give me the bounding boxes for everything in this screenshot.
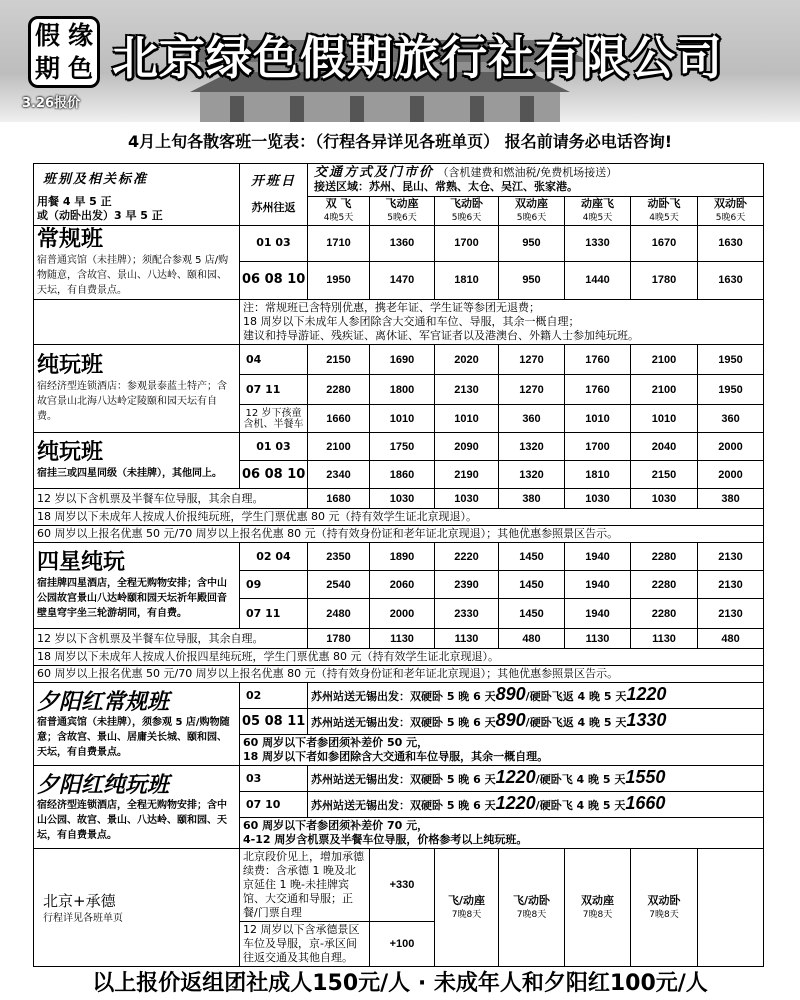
price-cell: 1890 [370,543,435,571]
train-offer: 苏州站送无锡出发：双硬卧 5 晚 6 天890/硬卧飞返 4 晚 5 天1220 [308,683,764,709]
child-note: 12 岁以下含机票及半餐车位导服，其余自理。 [34,489,308,509]
price-cell: 380 [698,489,764,509]
departure-dates: 07 11 [240,375,308,405]
mode-cell: 飞动卧 5晚6天 [435,197,499,226]
price-cell: 1680 [308,489,370,509]
price-cell: 2090 [435,433,499,461]
notes-row [34,649,764,666]
price-cell: 1780 [631,261,698,299]
price-cell: 1630 [698,226,764,262]
price-cell: 2040 [631,433,698,461]
price-cell: 2150 [631,461,698,489]
origin-label: 苏州往返 [251,200,296,214]
pickup-area: 接送区域：苏州、昆山、常熟、太仓、吴江、张家港。 [314,180,578,193]
price-cell: 1320 [499,461,565,489]
price-cell: 1660 [308,405,370,433]
price-cell: 1010 [565,405,631,433]
class-cell [34,849,240,967]
class-title: 纯玩班 [37,353,104,378]
class-cell [34,766,240,849]
class-desc: 宿挂三或四星同级（未挂牌），其他同上。 [37,468,222,479]
class-header-cell [34,164,240,226]
price-cell: 2280 [631,599,698,629]
price-cell: 1670 [631,226,698,262]
departure-dates: 01 03 [240,226,308,262]
price-cell: 1800 [370,375,435,405]
price-cell: 1270 [499,375,565,405]
class-desc: 宿挂牌四星酒店，全程无购物安排；含中山公园故宫景山八达岭颐和园天坛祈年殿回音壁皇穹宇坐三轮游胡同，有自费。 [37,578,227,619]
price-cell: 1700 [565,433,631,461]
price-cell: 1450 [499,599,565,629]
note-line: 建议和持导游证、残疾证、离休证、军官证者以及港澳台、外籍人士参加纯玩班。 [243,329,639,342]
notes-cell: 60 周岁以下者参团须补差价 70 元， 4-12 周岁含机票及半餐车位导服，价格参考以上纯玩班。 [240,818,764,849]
mode-cell: 双动卧 7晚8天 [631,849,698,967]
child-extension-note: 12 周岁以下含承德景区车位及导服，京-承区间往返交通及其他自理。 [240,922,370,967]
child-extension-price: +100 [370,922,435,967]
departure-dates: 05 08 11 [240,709,308,735]
price-cell: 1750 [370,433,435,461]
departure-dates: 03 [240,766,308,792]
price-cell: 950 [499,261,565,299]
price-cell: 2330 [435,599,499,629]
table-row [34,433,764,461]
price-date: 3.26报价 [22,96,81,111]
header-row [34,164,764,197]
class-cell [34,543,240,629]
note-line: 18 周岁以下未成年人按成人价报纯玩班，学生门票优惠 80 元（持有效学生证北京现退）。 [34,509,764,526]
mode-cell: 双动座 5晚6天 [499,197,565,226]
price-cell: 360 [499,405,565,433]
price-table [33,163,764,967]
price-cell: 1030 [370,489,435,509]
price-cell: 2000 [698,433,764,461]
price-cell: 1940 [565,543,631,571]
class-title: 夕阳红纯玩班 [37,771,170,798]
child-row [34,489,764,509]
notes-row [34,300,764,345]
departure-dates: 09 [240,571,308,599]
price-cell: 1030 [565,489,631,509]
price-cell: 2340 [308,461,370,489]
company-name: 北京绿色假期旅行社有限公司 [112,31,723,85]
spacer-cell [34,300,240,345]
mode-cell: 动卧飞 4晚5天 [631,197,698,226]
class-desc: 宿经济型连锁酒店，全程无购物安排；含中山公园、故宫、景山、八达岭、颐和园、天坛，有自费景点。 [37,799,227,841]
departure-dates: 06 08 10 [240,461,308,489]
price-cell: 2100 [631,345,698,375]
class-title: 常规班 [37,227,104,252]
price-cell: 2000 [370,599,435,629]
price-cell: 1760 [565,345,631,375]
price-cell: 1130 [565,629,631,649]
table-row [34,543,764,571]
price-cell: 1320 [499,433,565,461]
price-cell: 2390 [435,571,499,599]
price-cell: 1950 [308,261,370,299]
empty-cell [698,849,764,967]
price-cell: 1130 [435,629,499,649]
price-cell: 1940 [565,571,631,599]
class-desc: 宿经济型连锁酒店：参观景泰蓝土特产；含故宫景山北海八达岭定陵颐和园天坛有自费。 [37,381,227,422]
price-cell: 1470 [370,261,435,299]
mode-cell: 飞动座 5晚6天 [370,197,435,226]
price-cell: 2130 [435,375,499,405]
price-cell: 1780 [308,629,370,649]
price-cell: 2220 [435,543,499,571]
page-subtitle: 4月上旬各散客班一览表：（行程各异详见各班单页） 报名前请务必电话咨询! [127,132,672,151]
table-row [34,766,764,792]
notes-cell: 60 周岁以下者参团须补差价 50 元， 18 周岁以下者如参团除含大交通和车位导服，其余一概自理。 [240,735,764,766]
class-header: 班别及相关标准 [43,171,149,187]
price-cell: 1130 [370,629,435,649]
note-line: 60 周岁以上报名优惠 50 元/70 周岁以上报名优惠 80 元（持有效身份证和老年证北京现退）；其他优惠参照景区告示。 [34,666,764,683]
price-cell: 2060 [370,571,435,599]
departure-dates: 02 04 [240,543,308,571]
meal-standard-alt: 或（动卧出发）3 早 5 正 [37,208,163,222]
price-cell: 1010 [435,405,499,433]
transport-title: 交通方式及门市价 [314,165,435,180]
price-cell: 1030 [631,489,698,509]
departure-header: 开班日 [250,173,296,189]
price-cell: 1700 [435,226,499,262]
mode-cell: 双动座 7晚8天 [565,849,631,967]
price-cell: 1760 [565,375,631,405]
price-cell: 2020 [435,345,499,375]
child-note: 12 岁以下含机票及半餐车位导服，其余自理。 [34,629,308,649]
mode-cell: 双动卧 5晚6天 [698,197,764,226]
price-cell: 2480 [308,599,370,629]
price-cell: 1440 [565,261,631,299]
price-cell: 1690 [370,345,435,375]
mode-cell: 飞/动座 7晚8天 [435,849,499,967]
price-cell: 1030 [435,489,499,509]
departure-dates: 02 [240,683,308,709]
departure-dates: 01 03 [240,433,308,461]
class-title: 纯玩班 [37,440,104,465]
price-cell: 2000 [698,461,764,489]
price-cell: 2100 [308,433,370,461]
price-cell: 2280 [631,571,698,599]
child-departure: 12 岁下孩童 含机、半餐车 [240,405,308,433]
price-cell: 2150 [308,345,370,375]
price-cell: 2280 [631,543,698,571]
class-cell [34,345,240,433]
brand-logo: 假 缘 期 色 [28,16,100,88]
price-cell: 1130 [631,629,698,649]
table-row [34,226,764,262]
departure-dates: 07 10 [240,792,308,818]
class-title: 四星纯玩 [37,550,126,575]
price-cell: 1950 [698,375,764,405]
child-row [34,629,764,649]
class-cell [34,683,240,766]
class-cell [34,226,240,300]
meal-standard: 用餐 4 早 5 正 [37,194,112,208]
departure-dates: 04 [240,345,308,375]
price-cell: 1360 [370,226,435,262]
price-cell: 2280 [308,375,370,405]
class-desc: 宿普通宾馆（未挂牌）；须配合参观 5 店/购物随意，含故宫、景山、八达岭、颐和园、天坛，有自费景点。 [37,255,229,296]
price-cell: 480 [499,629,565,649]
mode-cell: 飞/动卧 7晚8天 [499,849,565,967]
price-cell: 2190 [435,461,499,489]
departure-dates: 06 08 10 [240,261,308,299]
price-cell: 2130 [698,599,764,629]
price-cell: 1810 [435,261,499,299]
departure-dates: 07 11 [240,599,308,629]
price-cell: 1940 [565,599,631,629]
price-cell: 1010 [631,405,698,433]
rebate-footer: 以上报价返组团社成人150元/人 · 未成年人和夕阳红100元/人 [92,971,708,996]
train-offer: 苏州站送无锡出发：双硬卧 5 晚 6 天890/硬卧飞返 4 晚 5 天1330 [308,709,764,735]
class-title: 北京+承德 [43,891,116,910]
header-banner [0,0,800,122]
price-cell: 2100 [631,375,698,405]
price-cell: 1450 [499,543,565,571]
price-cell: 2350 [308,543,370,571]
price-cell: 1950 [698,345,764,375]
price-cell: 360 [698,405,764,433]
price-cell: 1860 [370,461,435,489]
notes-cell [240,300,764,345]
note-line: 18 周岁以下未成年人参团除含大交通和车位、导服，其余一概自理； [243,315,580,328]
departure-header-cell [240,164,308,226]
train-offer: 苏州站送无锡出发：双硬卧 5 晚 6 天1220/硬卧飞 4 晚 5 天1660 [308,792,764,818]
extension-price: +330 [370,849,435,922]
note-line: 18 周岁以下未成年人按成人价报四星纯玩班，学生门票优惠 80 元（持有效学生证北京现退）。 [34,649,764,666]
note-line: 60 周岁以上报名优惠 50 元/70 周岁以上报名优惠 80 元（持有效身份证和老年证北京现退）；其他优惠参照景区告示。 [34,526,764,543]
extension-note: 北京段价见上，增加承德续费：含承德 1 晚及北京延住 1 晚-未挂牌宾馆、大交通和导服；正餐/门票自理 [240,849,370,922]
price-cell: 950 [499,226,565,262]
price-cell: 1710 [308,226,370,262]
mode-cell: 双 飞 4晚5天 [308,197,370,226]
price-cell: 1330 [565,226,631,262]
table-row [34,345,764,375]
price-cell: 1270 [499,345,565,375]
price-cell: 1810 [565,461,631,489]
class-desc: 宿普通宾馆（未挂牌），须参观 5 店/购物随意；含故宫、景山、居庸关长城、颐和园、天坛，有自费景点。 [37,716,230,758]
note-line: 注：常规班已含特別优惠，携老年证、学生证等参团无退费； [243,301,540,314]
price-cell: 480 [698,629,764,649]
price-cell: 380 [499,489,565,509]
class-title: 夕阳红常规班 [37,688,170,715]
class-desc: 行程详见各班单页 [43,912,123,924]
table-row [34,849,764,922]
class-cell [34,433,240,489]
price-cell: 2130 [698,543,764,571]
transport-header [308,164,764,197]
notes-row [34,666,764,683]
train-offer: 苏州站送无锡出发：双硬卧 5 晚 6 天1220/硬卧飞 4 晚 5 天1550 [308,766,764,792]
price-cell: 2130 [698,571,764,599]
table-row [34,683,764,709]
price-cell: 1630 [698,261,764,299]
notes-row [34,526,764,543]
price-cell: 1010 [370,405,435,433]
notes-row [34,509,764,526]
price-cell: 2540 [308,571,370,599]
mode-cell: 动座飞 4晚5天 [565,197,631,226]
price-cell: 1450 [499,571,565,599]
transport-note: （含机建费和燃油税/免费机场接送） [437,166,618,179]
